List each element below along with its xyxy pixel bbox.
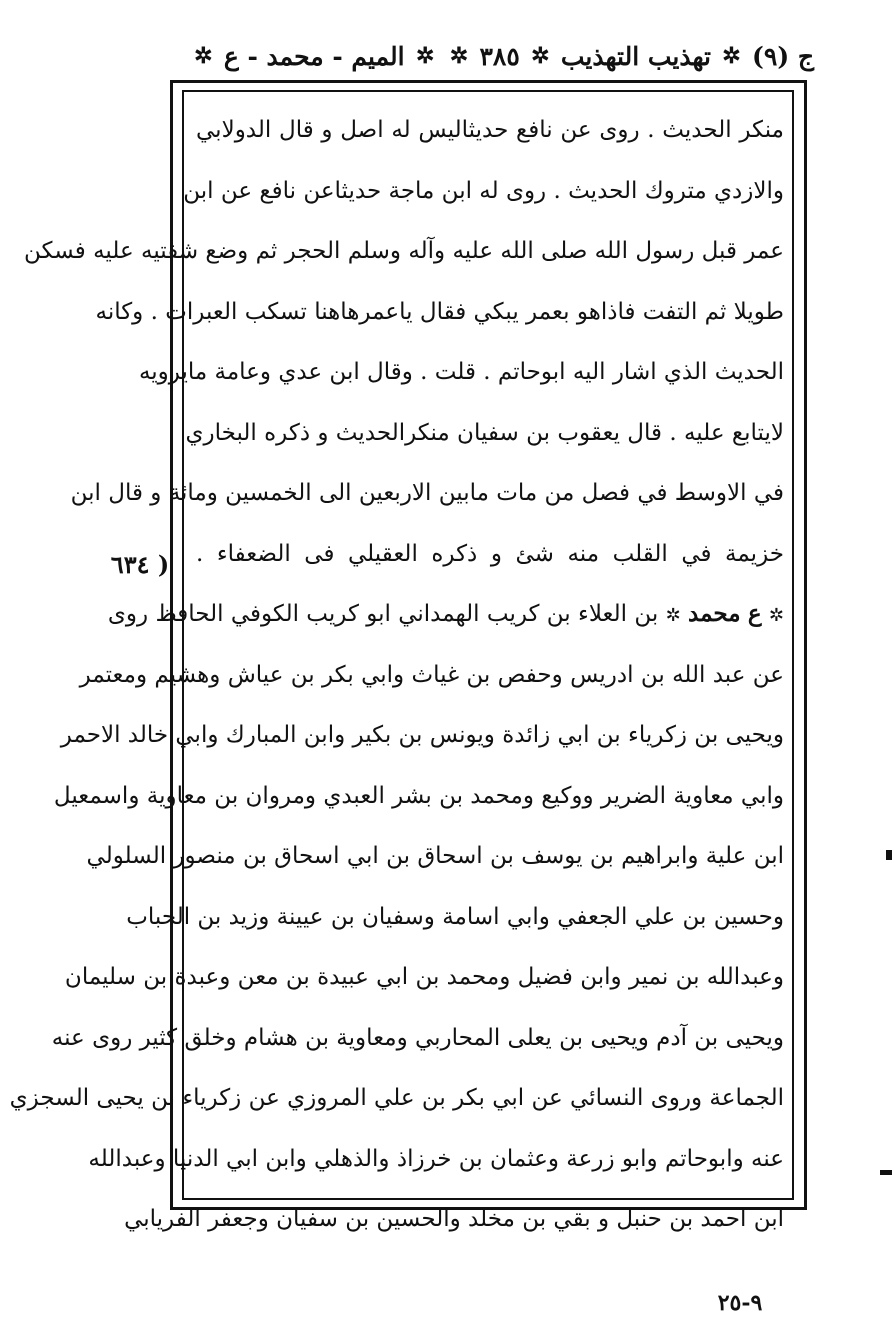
text-line: ويحيى بن زكرياء بن ابي زائدة ويونس بن بكير وابن المبارك وابي خالد الاحمر [60,722,784,748]
scan-edge-mark [886,850,892,860]
entry-heading-line [107,584,784,645]
text-line: منكر الحديث . روى عن نافع حديثاليس له اصل و قال الدولابي [196,117,784,143]
text-line: ويحيى بن آدم ويحيى بن يعلى المحاربي ومعاوية بن هشام وخلق كثير روى عنه [51,1024,784,1051]
header-book-title: تهذيب التهذيب [560,41,711,71]
entry-first-line: بن العلاء بن كريب الهمداني ابو كريب الكوفي الحافظ روى [107,601,659,627]
running-header [190,36,814,76]
text-line: الحديث الذي اشار اليه ابوحاتم . قلت . وقال ابن عدي وعامة مايرويه [138,359,784,385]
text-line: عن عبد الله بن ادريس وحفص بن غياث وابي بكر بن عياش وهشيم ومعتمر [79,661,784,688]
text-line: في الاوسط في فصل من مات مابين الاربعين الى الخمسين ومائة و قال ابن [70,480,784,506]
text-line: عنه وابوحاتم وابو زرعة وعثمان بن خرزاذ والذهلي وابن ابي الدنيا وعبدالله [88,1145,784,1172]
margin-entry-number: ( ٦٣٤ [110,550,170,579]
text-line: ابن احمد بن حنبل و بقي بن مخلد والحسين بن سفيان وجعفر الفريابي [124,1206,784,1232]
header-volume: ج (٩) [752,41,814,71]
text-line: طويلا ثم التفت فاذاهو بعمر يبكي فقال ياعمرهاهنا تسكب العبرات . وكانه [95,298,784,325]
star-ornament-icon: ✲ [194,43,213,69]
text-line: وحسين بن علي الجعفي وابي اسامة وسفيان بن عيينة وزيد بن الحباب [126,903,784,930]
text-line: ابن علية وابراهيم بن يوسف بن اسحاق بن ابي اسحاق بن منصور السلولي [86,843,784,869]
header-page-number: ٣٨٥ [479,41,520,71]
text-line: خزيمة في القلب منه شئ و ذكره العقيلي فى الضعفاء . [196,540,784,567]
entry-name: محمد [688,600,741,627]
folio-signature: ٩-٢٥ [717,1290,763,1316]
star-ornament-icon: ✲ [449,43,469,69]
text-line: والازدي متروك الحديث . روى له ابن ماجة حديثاعن نافع عن ابن [183,177,784,204]
star-ornament-icon: ✲ [722,43,741,69]
text-line: وعبدالله بن نمير وابن فضيل ومحمد بن ابي عبيدة بن معن وعبدة بن سليمان [64,964,784,990]
entry-siglum: ع [747,600,762,627]
text-line: وابي معاوية الضرير ووكيع ومحمد بن بشر العبدي ومروان بن معاوية واسمعيل [53,782,784,809]
text-line: الجماعة وروى النسائي عن ابي بكر بن علي المروزي عن زكرياء بن يحيى السجزي [9,1085,784,1111]
star-ornament-icon: ✲ [415,43,435,69]
star-ornament-icon: ✲ [768,605,784,626]
star-ornament-icon: ✲ [665,605,681,626]
header-letter-section: الميم - محمد - ع [223,41,405,71]
text-line: لايتابع عليه . قال يعقوب بن سفيان منكرالحديث و ذكره البخاري [185,419,784,446]
text-line: عمر قبل رسول الله صلى الله عليه وآله وسلم الحجر ثم وضع شفتيه عليه فسكن [24,238,784,264]
scan-edge-mark [880,1170,892,1175]
star-ornament-icon: ✲ [531,43,550,69]
